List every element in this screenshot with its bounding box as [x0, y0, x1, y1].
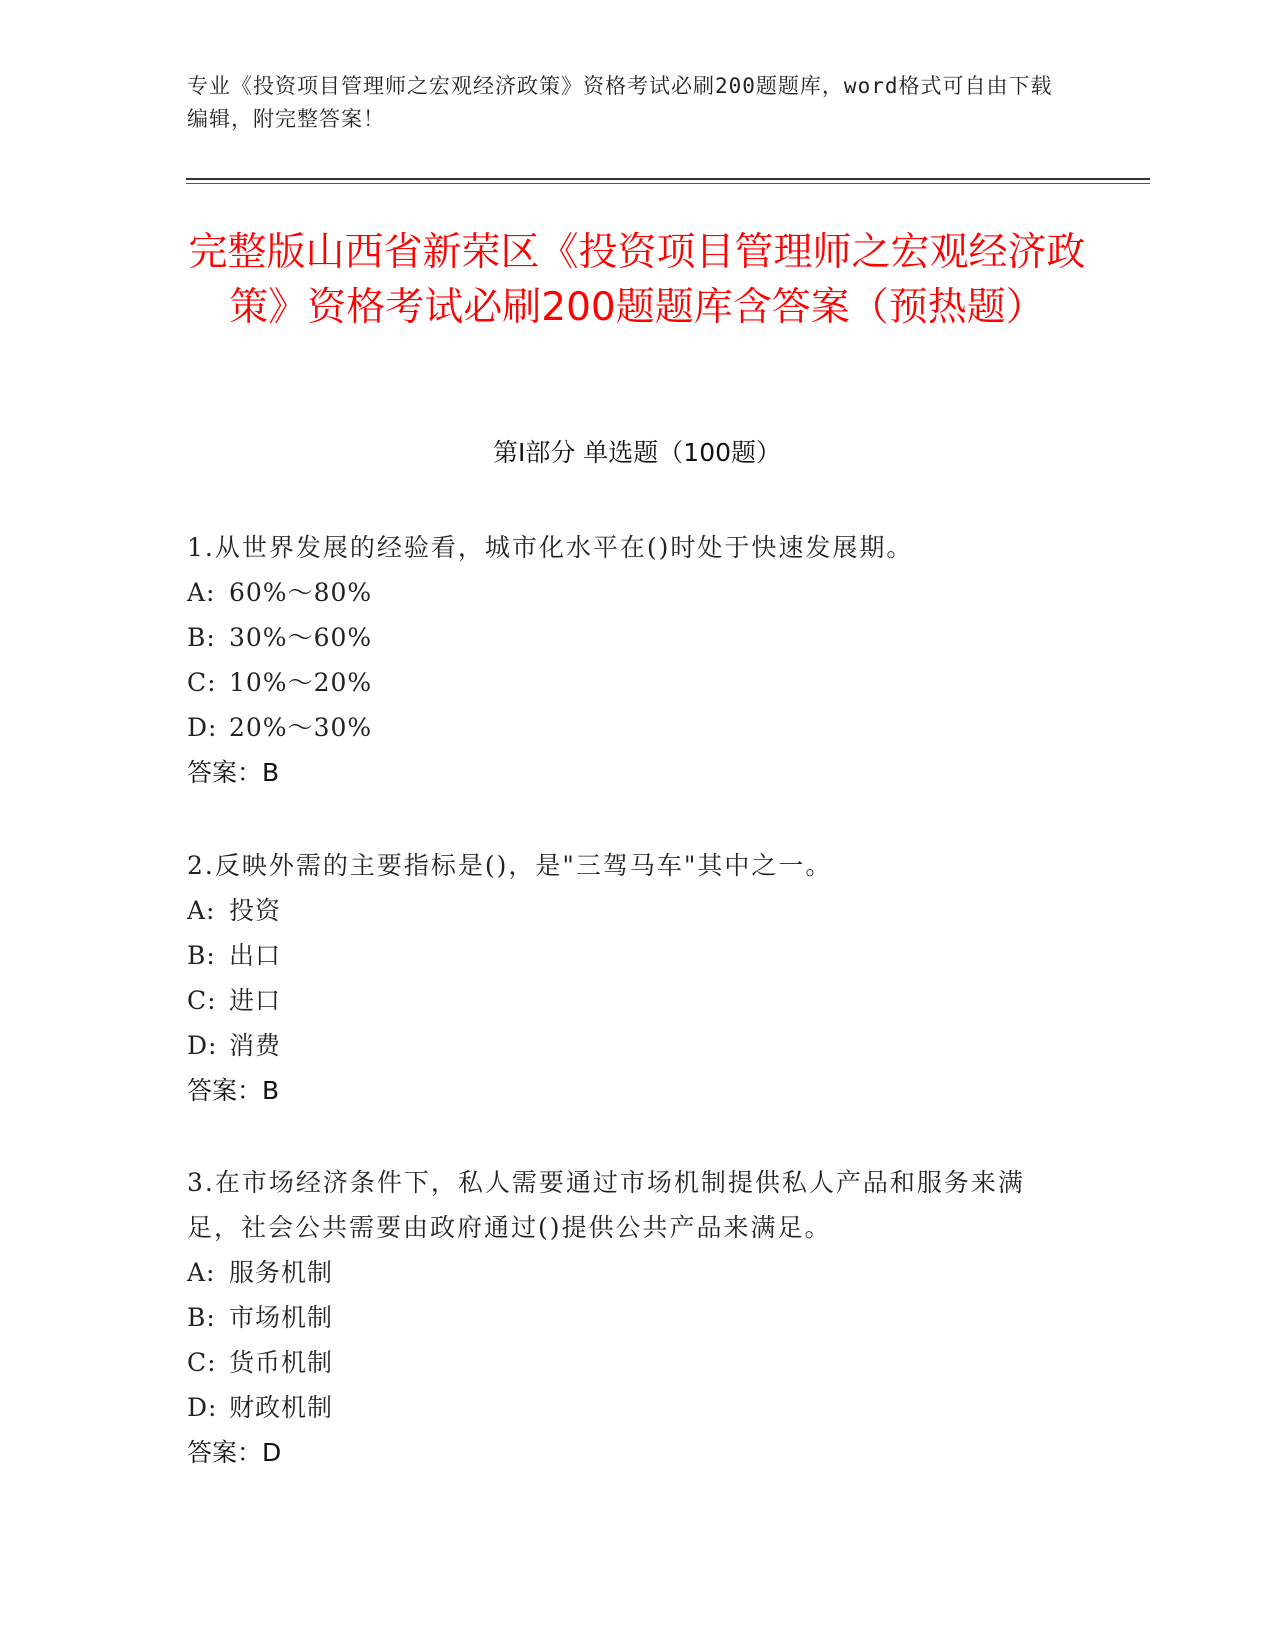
answer-line: 答案：B: [187, 1076, 280, 1105]
option-text: 出口: [229, 941, 282, 970]
question-stem: 3.在市场经济条件下，私人需要通过市场机制提供私人产品和服务来满足，社会公共需要由政府通过()提供公共产品来满足。: [187, 1168, 1025, 1242]
question-block: [187, 1160, 1067, 1475]
document-title: 完整版山西省新荣区《投资项目管理师之宏观经济政策》资格考试必刷200题题库含答案（预热题）: [188, 230, 1086, 330]
option-key: B:: [187, 623, 216, 652]
section-title: 第Ⅰ部分 单选题（100题）: [492, 438, 782, 467]
option-key: B:: [187, 941, 216, 970]
option-key: C:: [187, 986, 217, 1015]
option-key: D:: [187, 1031, 218, 1060]
option-key: C:: [187, 1348, 217, 1377]
option-a: [187, 570, 1067, 615]
question-stem: 2.反映外需的主要指标是()，是"三驾马车"其中之一。: [187, 851, 833, 880]
option-text: 30%～60%: [229, 623, 373, 652]
option-c: [187, 978, 1067, 1023]
option-key: D:: [187, 1393, 218, 1422]
option-d: [187, 705, 1067, 750]
option-text: 服务机制: [229, 1258, 334, 1287]
header-note: 专业《投资项目管理师之宏观经济政策》资格考试必刷200题题库，word格式可自由下载编辑，附完整答案！: [187, 74, 1053, 131]
option-key: B:: [187, 1303, 216, 1332]
option-a: [187, 1250, 1067, 1295]
option-key: A:: [187, 896, 216, 925]
option-text: 10%～20%: [229, 668, 373, 697]
option-text: 进口: [229, 986, 282, 1015]
question-stem: 1.从世界发展的经验看，城市化水平在()时处于快速发展期。: [187, 533, 914, 562]
option-key: A:: [187, 578, 216, 607]
option-text: 消费: [229, 1031, 282, 1060]
answer-line: 答案：B: [187, 758, 280, 787]
option-b: [187, 615, 1067, 660]
option-d: [187, 1023, 1067, 1068]
option-key: C:: [187, 668, 217, 697]
option-c: [187, 1340, 1067, 1385]
option-text: 市场机制: [229, 1303, 334, 1332]
header-divider-thin: [186, 183, 1150, 184]
option-c: [187, 660, 1067, 705]
question-block: [187, 843, 1067, 1113]
option-text: 投资: [229, 896, 282, 925]
option-text: 20%～30%: [229, 713, 373, 742]
option-text: 货币机制: [229, 1348, 334, 1377]
option-text: 60%～80%: [229, 578, 373, 607]
option-a: [187, 888, 1067, 933]
option-text: 财政机制: [229, 1393, 334, 1422]
option-b: [187, 933, 1067, 978]
answer-line: 答案：D: [187, 1438, 282, 1467]
question-block: [187, 525, 1067, 795]
option-key: D:: [187, 713, 218, 742]
option-key: A:: [187, 1258, 216, 1287]
header-divider-thick: [186, 178, 1150, 180]
option-b: [187, 1295, 1067, 1340]
option-d: [187, 1385, 1067, 1430]
